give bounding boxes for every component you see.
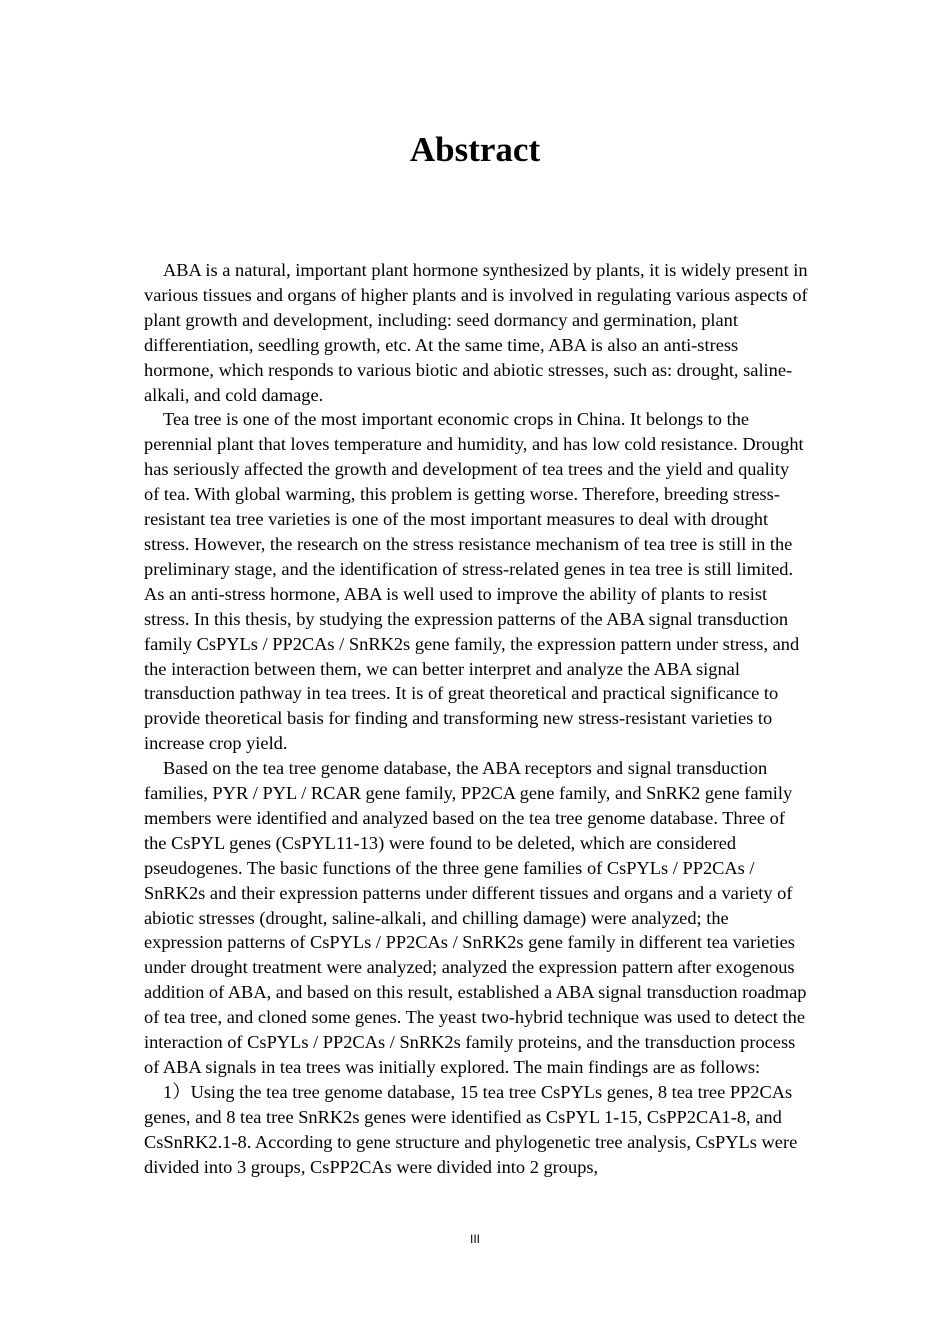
page-number: III — [469, 1232, 480, 1246]
paragraph-tea-tree: Tea tree is one of the most important economic crops in China. It belongs to the perennial plant that loves temperature and humidity, and has low cold resistance. Drought has seriously affected the growth and development of tea trees and the yield and quality of tea. With global warming, this problem is getting worse. Therefore, breeding stress-resistant tea tree varieties is one of the most important measures to deal with drought stress. However, the research on the stress resistance mechanism of tea tree is still in the preliminary stage, and the identification of stress-related genes in tea tree is still limited. As an anti-stress hormone, ABA is well used to improve the ability of plants to resist stress. In this thesis, by studying the expression patterns of the ABA signal transduction family CsPYLs / PP2CAs / SnRK2s gene family, the expression pattern under stress, and the interaction between them, we can better interpret and analyze the ABA signal transduction pathway in tea trees. It is of great theoretical and practical significance to provide theoretical basis for finding and transforming new stress-resistant varieties to increase crop yield. — [144, 409, 804, 754]
page-title: Abstract — [409, 130, 541, 169]
paragraph-methods: Based on the tea tree genome database, the ABA receptors and signal transduction families, PYR / PYL / RCAR gene family, PP2CA gene family, and SnRK2 gene family members were identified and analyzed based on the tea tree genome database. Three of the CsPYL genes (CsPYL11-13) were found to be deleted, which are considered pseudogenes. The basic functions of the three gene families of CsPYLs / PP2CAs / SnRK2s and their expression patterns under different tissues and organs and a variety of abiotic stresses (drought, saline-alkali, and chilling damage) were analyzed; the expression patterns of CsPYLs / PP2CAs / SnRK2s gene family in different tea varieties under drought treatment were analyzed; analyzed the expression pattern after exogenous addition of ABA, and based on this result, established a ABA signal transduction roadmap of tea tree, and cloned some genes. The yeast two-hybrid technique was used to detect the interaction of CsPYLs / PP2CAs / SnRK2s family proteins, and the transduction process of ABA signals in tea trees was initially explored. The main findings are as follows: — [144, 758, 807, 1077]
paragraph-finding-1: 1）Using the tea tree genome database, 15 tea tree CsPYLs genes, 8 tea tree PP2CAs genes, and 8 tea tree SnRK2s genes were identified as CsPYL 1-15, CsPP2CA1-8, and CsSnRK2.1-8. According to gene structure and phylogenetic tree analysis, CsPYLs were divided into 3 groups, CsPP2CAs were divided into 2 groups, — [144, 1081, 798, 1177]
abstract-body — [144, 258, 808, 1180]
paragraph-aba-intro: ABA is a natural, important plant hormone synthesized by plants, it is widely present in various tissues and organs of higher plants and is involved in regulating various aspects of plant growth and development, including: seed dormancy and germination, plant differentiation, seedling growth, etc. At the same time, ABA is also an anti-stress hormone, which responds to various biotic and abiotic stresses, such as: drought, saline-alkali, and cold damage. — [144, 260, 808, 405]
